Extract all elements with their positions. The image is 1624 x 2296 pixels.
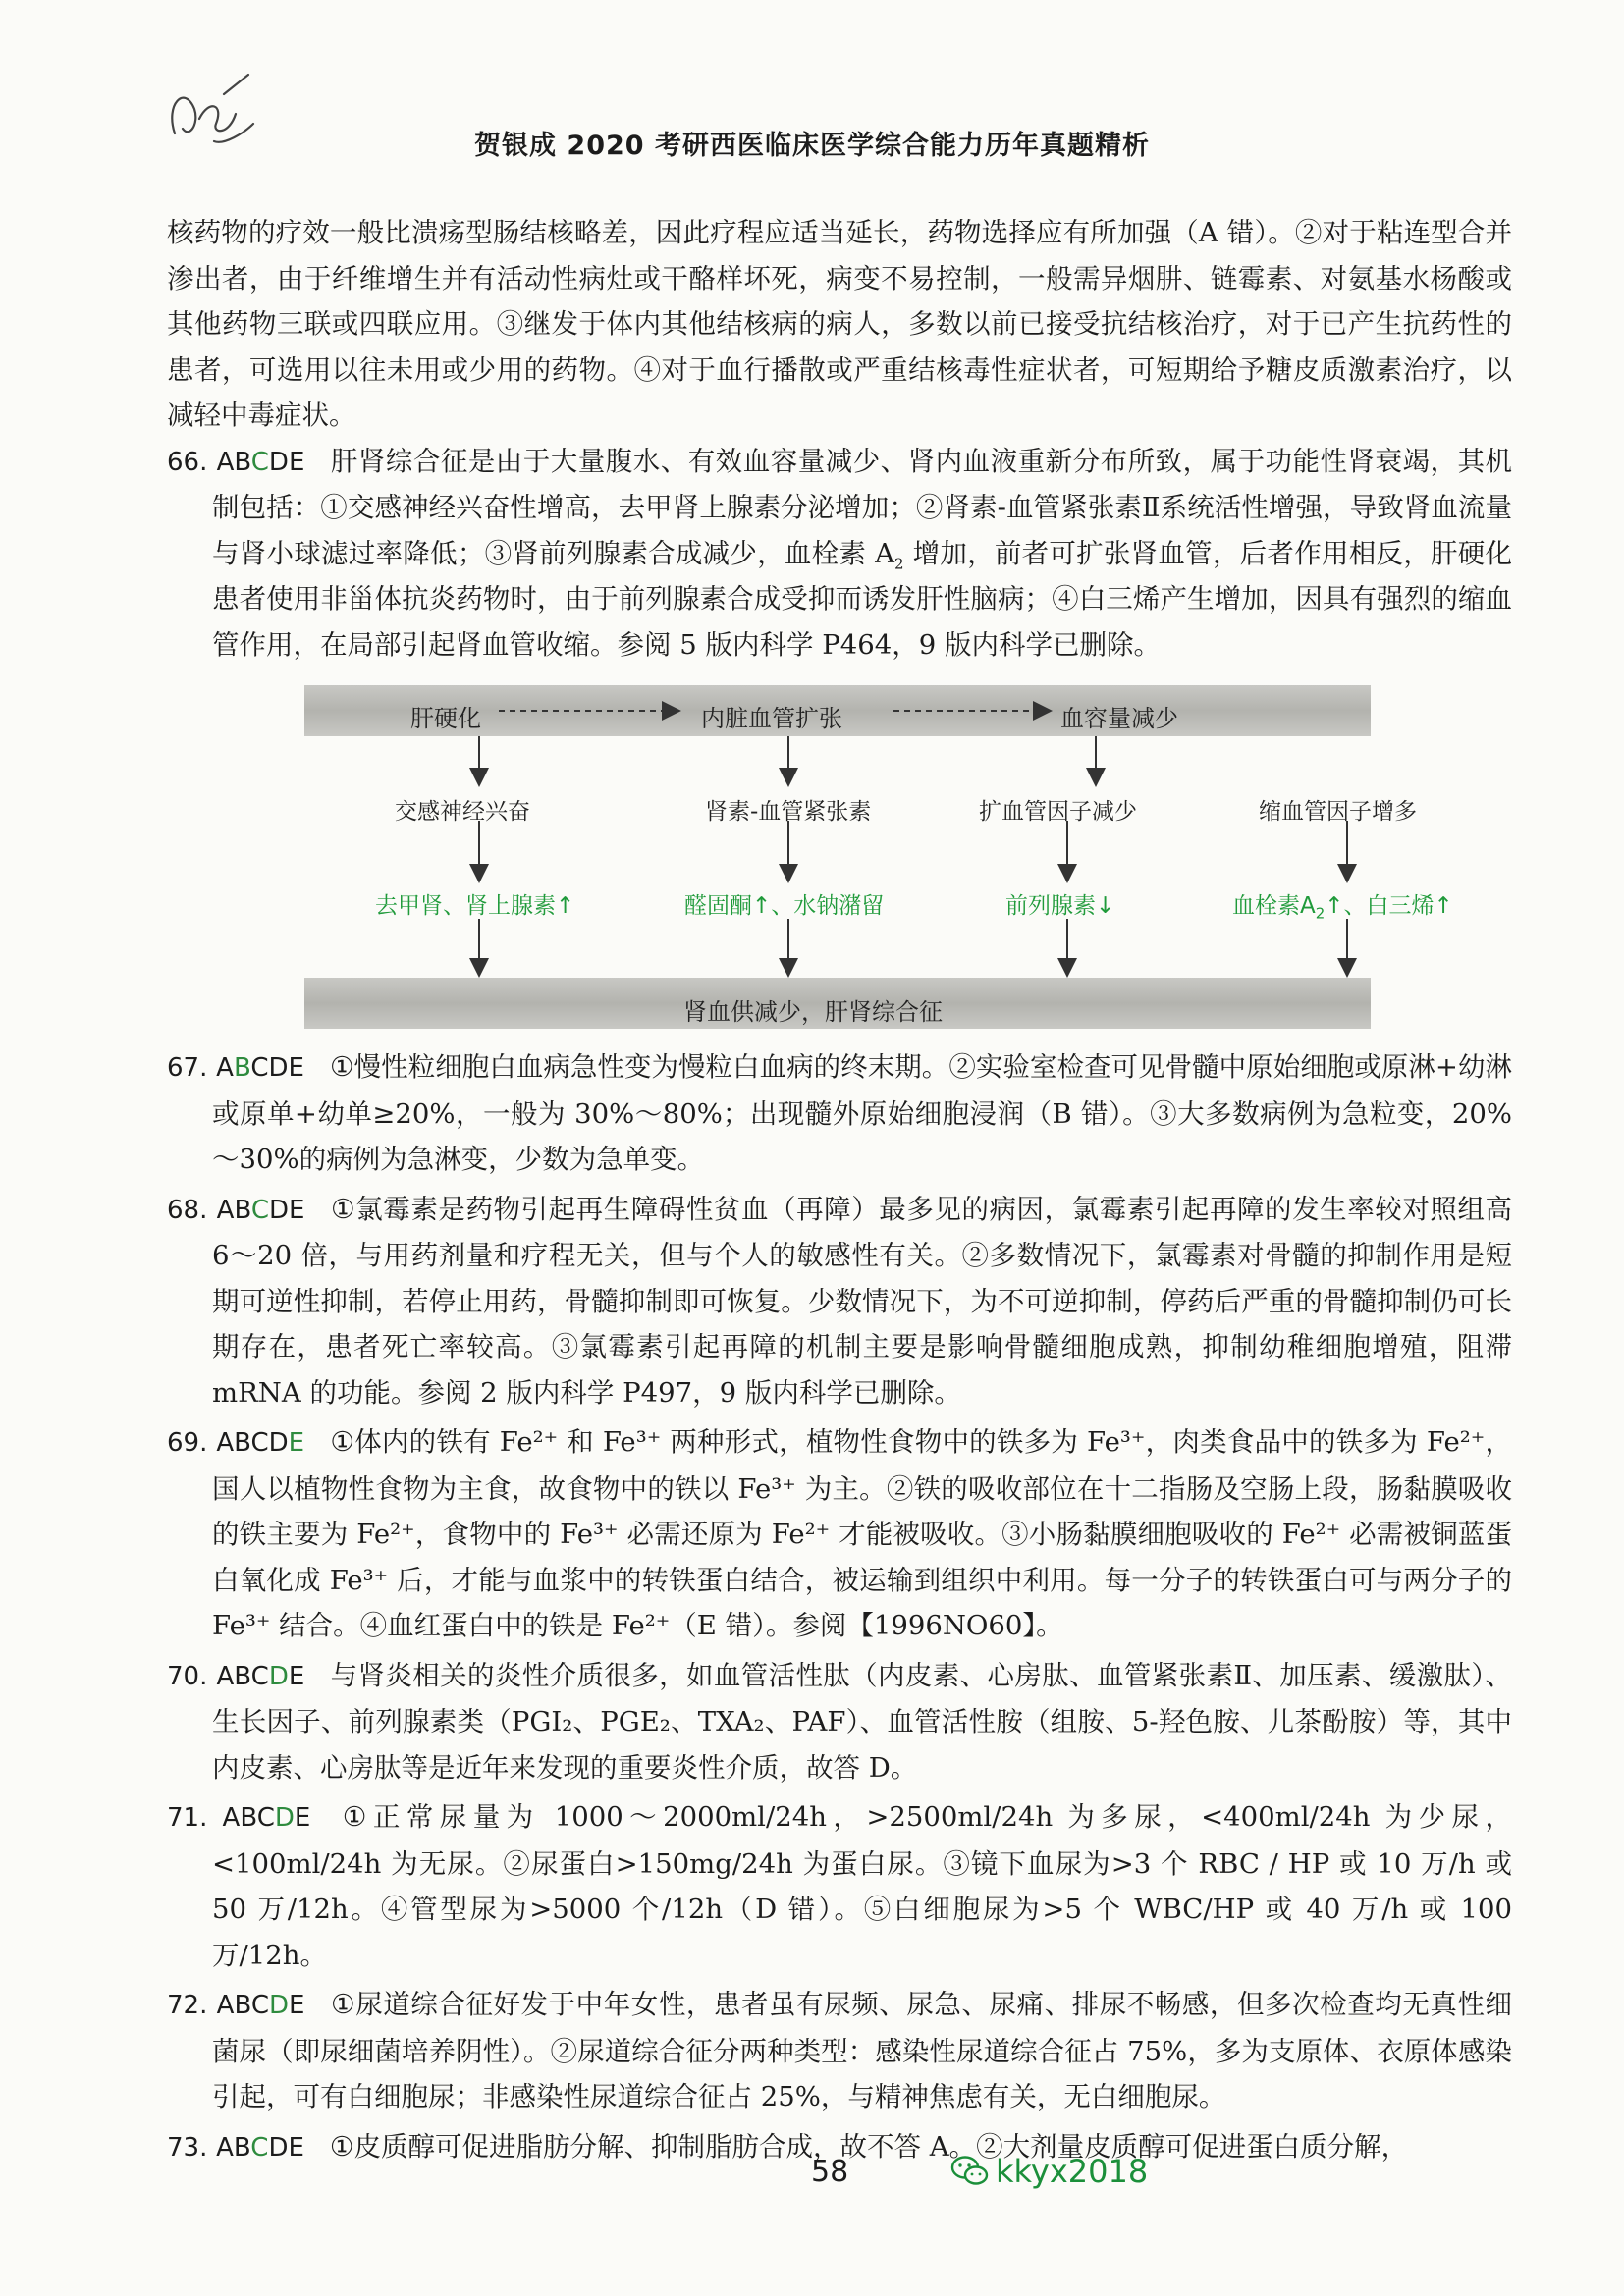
node-vasoconstrictor-increase: 缩血管因子增多 — [1259, 799, 1417, 825]
question-72 — [167, 1982, 1512, 2120]
question-number: 69. — [167, 1428, 208, 1458]
node-cirrhosis: 肝硬化 — [410, 705, 481, 732]
watermark-text: kkyx2018 — [996, 2153, 1149, 2190]
question-69 — [167, 1419, 1512, 1649]
effect-prostaglandin: 前列腺素↓ — [1005, 893, 1115, 919]
answer-options: ABCDE — [216, 1991, 305, 2020]
node-sympathetic: 交感神经兴奋 — [395, 799, 530, 825]
question-66: 66. ABCDE 肝肾综合征是由于大量腹水、有效血容量减少、肾内血液重新分布所致，属于功能性肾衰竭，其机制包括：①交感神经兴奋性增高，去甲肾上腺素分泌增加；②肾素-血管紧张素Ⅱ系统活性增强，导致肾血流量与肾小球滤过率降低；③肾前列腺素合成减少，血栓素 $A_2$ 增加，前者可扩张肾血管，后者作用相反，肝硬化患者使用非甾体抗炎药物时，由于前列腺素合成受抑而诱发肝性脑病；④白三烯产生增加，因具有强烈的缩血管作用，在局部引起肾血管收缩。参阅 5 版内科学 P464，9 版内科学已删除。 — [167, 445, 1512, 661]
answer-options: ABCDE — [222, 1803, 311, 1833]
pathogenesis-diagram — [304, 685, 1453, 1031]
question-number: 73. — [167, 2132, 208, 2163]
answer-options: ABCDE — [216, 447, 305, 477]
page-number: 58 — [811, 2155, 849, 2189]
question-68 — [167, 1187, 1512, 1416]
node-hypovolemia: 血容量减少 — [1060, 705, 1178, 732]
node-vasodilator-decrease: 扩血管因子减少 — [979, 799, 1137, 825]
explanation-text: ①尿道综合征好发于中年女性，患者虽有尿频、尿急、尿痛、排尿不畅感，但多次检查均无真性细菌尿（即尿细菌培养阴性）。②尿道综合征分两种类型：感染性尿道综合征占 75%，多为支原体、衣原体感染引起，可有白细胞尿；非感染性尿道综合征占 25%，与精神焦虑有关，无白细胞尿。 — [212, 1989, 1512, 2112]
node-renal-hypoperfusion: 肾血供减少，肝肾综合征 — [683, 998, 943, 1026]
question-70 — [167, 1653, 1512, 1791]
watermark — [950, 2153, 1148, 2190]
node-renin-angiotensin: 肾素-血管紧张素 — [705, 799, 872, 825]
question-67 — [167, 1044, 1512, 1183]
explanation-text: 与肾炎相关的炎性介质很多，如血管活性肽（内皮素、心房肽、血管紧张素Ⅱ、加压素、缓激肽）、生长因子、前列腺素类（PGI₂、PGE₂、TXA₂、PAF）、血管活性胺（组胺、5-羟色胺、儿茶酚胺）等，其中内皮素、心房肽等是近年来发现的重要炎性介质，故答 D。 — [212, 1659, 1513, 1784]
answer-options: ABCDE — [216, 1053, 304, 1083]
effect-thromboxane: 血栓素$A_2↑$、白三烯↑ — [1232, 893, 1453, 923]
question-number: 66. — [167, 447, 208, 477]
explanation-text: ①慢性粒细胞白血病急性变为慢粒白血病的终末期。②实验室检查可见骨髓中原始细胞或原淋+幼淋或原单+幼单≥20%，一般为 30%～80%；出现髓外原始细胞浸润（B 错）。③大多数病例为急粒变，20%～30%的病例为急淋变，少数为急单变。 — [212, 1051, 1512, 1175]
question-number: 67. — [167, 1053, 208, 1083]
question-number: 71. — [167, 1803, 208, 1833]
answer-options: ABCDE — [216, 1661, 305, 1691]
effect-aldosterone: 醛固酮↑、水钠潴留 — [684, 893, 885, 919]
wechat-icon — [950, 2155, 990, 2188]
question-71 — [167, 1794, 1512, 1978]
explanation-text: ①皮质醇可促进脂肪分解、抑制脂肪合成，故不答 A。②大剂量皮质醇可促进蛋白质分解， — [329, 2130, 1409, 2163]
explanation-text: ①氯霉素是药物引起再生障碍性贫血（再障）最多见的病因，氯霉素引起再障的发生率较对照组高 6～20 倍，与用药剂量和疗程无关，但与个人的敏感性有关。②多数情况下，氯霉素对骨髓的抑制作用是短期可逆性抑制，若停止用药，骨髓抑制即可恢复。少数情况下，为不可逆抑制，停药后严重的骨髓抑制仍可长期存在，患者死亡率较高。③氯霉素引起再障的机制主要是影响骨髓细胞成熟，抑制幼稚细胞增殖，阻滞 mRNA 的功能。参阅 2 版内科学 P497，9 版内科学已删除。 — [212, 1193, 1512, 1409]
node-visceral-vasodilation: 内脏血管扩张 — [701, 705, 842, 732]
main-content — [167, 210, 1512, 2170]
question-number: 70. — [167, 1661, 208, 1691]
answer-options: ABCDE — [216, 1195, 305, 1225]
answer-options: ABCDE — [216, 2132, 304, 2163]
question-number: 72. — [167, 1991, 208, 2020]
intro-paragraph: 核药物的疗效一般比溃疡型肠结核略差，因此疗程应适当延长，药物选择应有所加强（A 错）。②对于粘连型合并渗出者，由于纤维增生并有活动性病灶或干酪样坏死，病变不易控制，一般需异烟肼、链霉素、对氨基水杨酸或其他药物三联或四联应用。③继发于体内其他结核病的病人，多数以前已接受抗结核治疗，对于已产生抗药性的患者，可选用以往未用或少用的药物。④对于血行播散或严重结核毒性症状者，可短期给予糖皮质激素治疗，以减轻中毒症状。 — [167, 217, 1512, 431]
page-header: 贺银成 2020 考研西医临床医学综合能力历年真题精析 — [474, 131, 1150, 161]
answer-options: ABCDE — [216, 1428, 305, 1458]
explanation-text: ①正常尿量为 1000～2000ml/24h，>2500ml/24h 为多尿，<400ml/24h 为少尿，<100ml/24h 为无尿。②尿蛋白>150mg/24h 为蛋白尿。③镜下血尿为>3 个 RBC / HP 或 10 万/h 或 50 万/12h。④管型尿为>5000 个/12h（D 错）。⑤白细胞尿为>5 个 WBC/HP 或 40 万/h 或 100 万/12h。 — [212, 1801, 1512, 1971]
explanation-text: ①体内的铁有 Fe²⁺ 和 Fe³⁺ 两种形式，植物性食物中的铁多为 Fe³⁺，肉类食品中的铁多为 Fe²⁺，国人以植物性食物为主食，故食物中的铁以 Fe³⁺ 为主。②铁的吸收部位在十二指肠及空肠上段，肠黏膜吸收的铁主要为 Fe²⁺，食物中的 Fe³⁺ 必需还原为 Fe²⁺ 才能被吸收。③小肠黏膜细胞吸收的 Fe²⁺ 必需被铜蓝蛋白氧化成 Fe³⁺ 后，才能与血浆中的转铁蛋白结合，被运输到组织中利用。每一分子的转铁蛋白可与两分子的 Fe³⁺ 结合。④血红蛋白中的铁是 Fe²⁺（E 错）。参阅【1996NO60】。 — [212, 1426, 1512, 1641]
effect-norepinephrine: 去甲肾、肾上腺素↑ — [375, 893, 575, 919]
question-number: 68. — [167, 1195, 208, 1225]
explanation-text: 肝肾综合征是由于大量腹水、有效血容量减少、肾内血液重新分布所致，属于功能性肾衰竭，其机制包括：①交感神经兴奋性增高，去甲肾上腺素分泌增加；②肾素-血管紧张素Ⅱ系统活性增强，导致肾血流量与肾小球滤过率降低；③肾前列腺素合成减少，血栓素 A — [212, 445, 1512, 569]
